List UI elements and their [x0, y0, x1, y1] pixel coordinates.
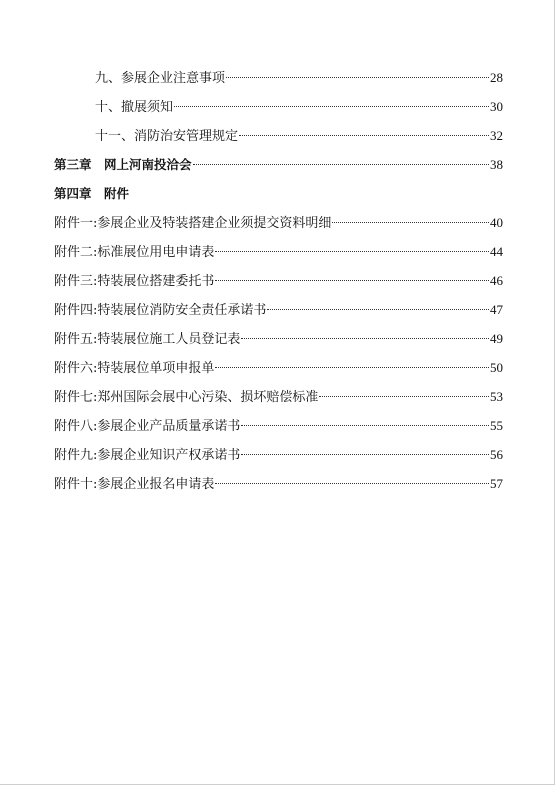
toc-entry-appendix-1[interactable]: [54, 212, 503, 234]
dot-leader: [241, 338, 489, 339]
toc-entry-page-number: 44: [490, 244, 503, 259]
toc-entry-page-number: 46: [490, 273, 503, 288]
toc-entry-page-number: 40: [490, 215, 503, 230]
toc-entry-page-number: 32: [490, 128, 503, 143]
dot-leader: [241, 454, 489, 455]
toc-entry-appendix-3[interactable]: [54, 270, 503, 292]
toc-entry-appendix-7[interactable]: [54, 386, 503, 408]
toc-entry-page-number: 28: [490, 70, 503, 85]
toc-entry-label: 附件七:郑州国际会展中心污染、损坏赔偿标准: [54, 390, 319, 405]
toc-entry-appendix-8[interactable]: [54, 415, 503, 437]
toc-entry-label: 附件四:特装展位消防安全责任承诺书: [54, 303, 267, 318]
toc-entry-page-number: 53: [490, 389, 503, 404]
dot-leader: [193, 164, 489, 165]
toc-entry-chapter-3[interactable]: [54, 154, 503, 176]
dot-leader: [226, 77, 489, 78]
toc-entry-label: 十一、消防治安管理规定: [95, 129, 239, 144]
toc-entry-section-10[interactable]: [95, 96, 503, 118]
dot-leader: [174, 106, 489, 107]
toc-entry-label: 附件一:参展企业及特装搭建企业须提交资料明细: [54, 216, 332, 231]
toc-entry-appendix-10[interactable]: [54, 473, 503, 495]
toc-entry-appendix-4[interactable]: [54, 299, 503, 321]
dot-leader: [267, 309, 489, 310]
toc-entry-appendix-2[interactable]: [54, 241, 503, 263]
toc-entry-page-number: 57: [490, 476, 503, 491]
toc-entry-page-number: 38: [490, 157, 503, 172]
toc-entry-page-number: 50: [490, 360, 503, 375]
toc-chapter-label: 第四章 附件: [54, 186, 130, 201]
toc-entry-label: 十、撤展须知: [95, 100, 174, 115]
toc-entry-section-11[interactable]: [95, 125, 503, 147]
dot-leader: [319, 396, 489, 397]
toc-entry-page-number: 55: [490, 418, 503, 433]
dot-leader: [241, 425, 489, 426]
dot-leader: [215, 280, 489, 281]
toc-entry-appendix-9[interactable]: [54, 444, 503, 466]
toc-entry-label: 九、参展企业注意事项: [95, 71, 226, 86]
dot-leader: [215, 483, 489, 484]
toc-entry-page-number: 47: [490, 302, 503, 317]
toc-entry-label: 附件二:标准展位用电申请表: [54, 245, 215, 260]
dot-leader: [239, 135, 489, 136]
dot-leader: [332, 222, 489, 223]
dot-leader: [215, 367, 489, 368]
toc-entry-page-number: 56: [490, 447, 503, 462]
toc-entry-label: 附件五:特装展位施工人员登记表: [54, 332, 241, 347]
toc-entry-chapter-4[interactable]: [54, 183, 503, 205]
toc-entry-section-9[interactable]: [95, 67, 503, 89]
toc-chapter-label: 第三章 网上河南投洽会: [54, 157, 192, 172]
toc-entry-appendix-6[interactable]: [54, 357, 503, 379]
toc-entry-page-number: 30: [490, 99, 503, 114]
dot-leader: [215, 251, 489, 252]
toc-entry-label: 附件十:参展企业报名申请表: [54, 477, 215, 492]
toc-entry-label: 附件六:特装展位单项申报单: [54, 361, 215, 376]
toc-entry-label: 附件八:参展企业产品质量承诺书: [54, 419, 241, 434]
toc-entry-label: 附件九:参展企业知识产权承诺书: [54, 448, 241, 463]
toc-entry-appendix-5[interactable]: [54, 328, 503, 350]
toc-entry-label: 附件三:特装展位搭建委托书: [54, 274, 215, 289]
toc-entry-page-number: 49: [490, 331, 503, 346]
